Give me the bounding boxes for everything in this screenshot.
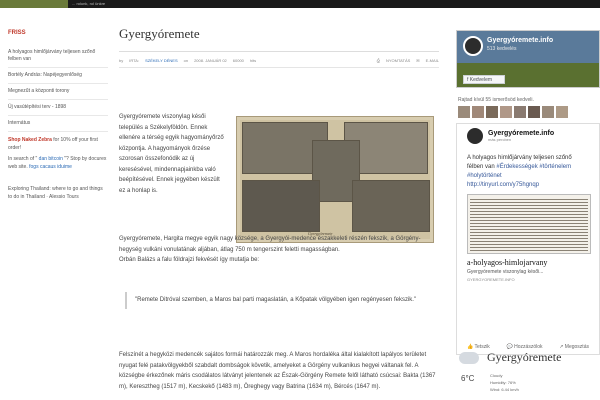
postcard-panel bbox=[352, 180, 430, 232]
page-likes: 513 kedvelés bbox=[487, 46, 517, 52]
avatar[interactable] bbox=[458, 106, 470, 118]
site-logo[interactable] bbox=[0, 0, 68, 8]
site-tagline: ... rolunk, rol ünkre bbox=[72, 1, 106, 6]
avatar[interactable] bbox=[556, 106, 568, 118]
date-prefix: on bbox=[183, 58, 189, 63]
facebook-page-plugin[interactable] bbox=[456, 30, 600, 88]
share-action-label: Megosztás bbox=[564, 344, 589, 350]
friends-avatars bbox=[458, 106, 600, 118]
postcard-panel bbox=[242, 180, 320, 232]
post-time[interactable]: más percben bbox=[488, 137, 512, 142]
weather-city: Gyergyóremete bbox=[487, 350, 562, 364]
sidebar-search-text bbox=[8, 155, 108, 171]
search-text-pre: In search of " bbox=[8, 156, 38, 162]
avatar[interactable] bbox=[542, 106, 554, 118]
postcard-caption: Gyergyóremete bbox=[308, 231, 333, 236]
sidebar-heading: FRISS bbox=[8, 30, 26, 36]
like-action[interactable]: 👍 Tetszik bbox=[467, 344, 490, 350]
sidebar-item[interactable]: Internátus bbox=[8, 116, 108, 132]
author: IRTA: bbox=[129, 58, 140, 63]
category-link[interactable]: SZÉKELY DÉNES bbox=[145, 58, 178, 63]
share-action[interactable]: ↗ Megosztás bbox=[559, 344, 589, 350]
email-icon[interactable]: ✉ bbox=[416, 58, 420, 63]
facebook-icon: f bbox=[467, 77, 469, 83]
link-description: Gyergyóremete viszonylag késői... bbox=[467, 269, 544, 275]
post-body: A holyagos himlőjárvány teljesen szőnő félben van bbox=[467, 155, 572, 170]
sidebar-item[interactable]: Megnezűt a központi torony bbox=[8, 84, 108, 100]
weather-wind: Wind: 6.44 km/h bbox=[490, 387, 519, 392]
right-sidebar bbox=[456, 30, 600, 355]
ad-link[interactable]: Shop Naked Zebra bbox=[8, 137, 52, 143]
like-button[interactable] bbox=[463, 75, 505, 84]
article-meta bbox=[119, 52, 439, 68]
page-avatar[interactable] bbox=[463, 36, 483, 56]
paragraph-text: Gyergyóremete, Hargita megye egyik nagy községe, a Gyergyói-medence északkeleti részén fekszik, a Görgény-hegység vulkáni vonulatának aljában, átlag 750 m tengerszint feletti magasságban. bbox=[119, 236, 421, 253]
top-bar bbox=[0, 0, 600, 8]
avatar[interactable] bbox=[500, 106, 512, 118]
page-title: Gyergyóremete bbox=[119, 26, 439, 52]
link-domain: GYERGYOREMETE.INFO bbox=[467, 277, 515, 282]
sidebar-item[interactable]: Bortély András: Napéjegyenlőség bbox=[8, 68, 108, 84]
print-button[interactable]: NYOMTATÁS bbox=[386, 58, 411, 63]
views: 60000 bbox=[232, 58, 244, 63]
sidebar-promo-link[interactable]: Exploring Thailand: where to go and things to do in Thailand · Alessio Tours bbox=[8, 186, 103, 200]
article-paragraph: Felszínét a hegyközi medencék sajátos formái határozzák meg. A Maros hordaléka által kialakított lapályos területet nyugat felé patakvölgyekből szabdalt dombságok követik, amelyeket a Görgény vulkanikus hegyei váltanak fel. A községbe érkezőnek máris csodálatos látványt jelentenek az Észak-Görgény Remete felől látható csúcsai: Bakta (1367 m), Keresztheg (1517 m), Kecskekő (1483 m), Öreghegy vagy Batrina (1634 m), Bércés (1647 m). bbox=[119, 352, 436, 390]
sidebar-ad bbox=[8, 136, 108, 152]
post-author[interactable]: Gyergyóremete.info bbox=[488, 130, 555, 137]
post-hashtags[interactable]: #Érdekességek #történelem #holytörténet bbox=[467, 164, 572, 179]
article-quote: "Remete Ditróval szemben, a Maros bal parti magaslatán, a Kőpatak völgyében igen regényesen fekszik." bbox=[125, 292, 437, 309]
avatar[interactable] bbox=[486, 106, 498, 118]
search-text-post: "? Stop by docurex web site. bbox=[8, 156, 107, 170]
search-link-2[interactable]: fogs cacaus iduime bbox=[27, 164, 72, 170]
comment-action-label: Hozzászólok bbox=[514, 344, 543, 350]
link-title[interactable]: a-holyagos-himlojarvany bbox=[467, 258, 548, 267]
cloud-icon bbox=[459, 352, 479, 364]
like-button-label: Kedvelem bbox=[469, 77, 493, 83]
post-avatar[interactable] bbox=[467, 128, 483, 144]
post-url[interactable]: http://tinyurl.com/y75hgnqp bbox=[467, 182, 540, 188]
page-name[interactable]: Gyergyóremete.info bbox=[487, 37, 554, 44]
views-label: hits bbox=[249, 58, 257, 63]
article-intro: Gyergyóremete viszonylag késői település a Székelyföldön. Ennek ellenére a térség egyik hagyományőrző központja. A hagyományok őrzése szorosan összefonódik az új keresésével, mindennapjainkba való beépítésével. Ennek jegyében készült ez a honlap is. bbox=[119, 114, 224, 194]
weather-details bbox=[490, 372, 519, 393]
date: 2008. JANUÁR 02 bbox=[194, 58, 227, 63]
ad-text: for 10% off your first order! bbox=[8, 137, 98, 151]
friends-text: Rajtad kívül 55 ismerősöd kedveli. bbox=[458, 97, 534, 103]
author-prefix: by bbox=[119, 58, 124, 63]
search-link[interactable]: dan bitcoin bbox=[37, 156, 65, 162]
avatar[interactable] bbox=[528, 106, 540, 118]
sidebar-item[interactable]: Új vasútépítési terv - 1898 bbox=[8, 100, 108, 116]
sidebar-item[interactable]: A holyagos himlőjárvány teljesen szőnő felben van bbox=[8, 45, 108, 68]
avatar[interactable] bbox=[472, 106, 484, 118]
post-image[interactable] bbox=[467, 194, 591, 254]
left-sidebar bbox=[8, 30, 108, 201]
article bbox=[119, 26, 439, 390]
avatar[interactable] bbox=[514, 106, 526, 118]
email-button[interactable]: E-MAIL bbox=[425, 58, 439, 63]
facebook-post bbox=[456, 123, 600, 355]
print-icon[interactable]: ⎙ bbox=[376, 58, 380, 63]
weather-temp: 6°C bbox=[461, 374, 475, 383]
weather-condition: Cloudy bbox=[490, 373, 503, 378]
postcard-image bbox=[236, 116, 434, 243]
weather-humidity: Humidity: 76% bbox=[490, 380, 516, 385]
paragraph-text: Orbán Balázs a falu földrajzi fekvését így mutatja be: bbox=[119, 257, 260, 263]
comment-action[interactable]: 💬 Hozzászólok bbox=[506, 344, 543, 350]
like-action-label: Tetszik bbox=[474, 344, 490, 350]
post-text bbox=[467, 154, 589, 190]
article-paragraph bbox=[119, 234, 439, 266]
